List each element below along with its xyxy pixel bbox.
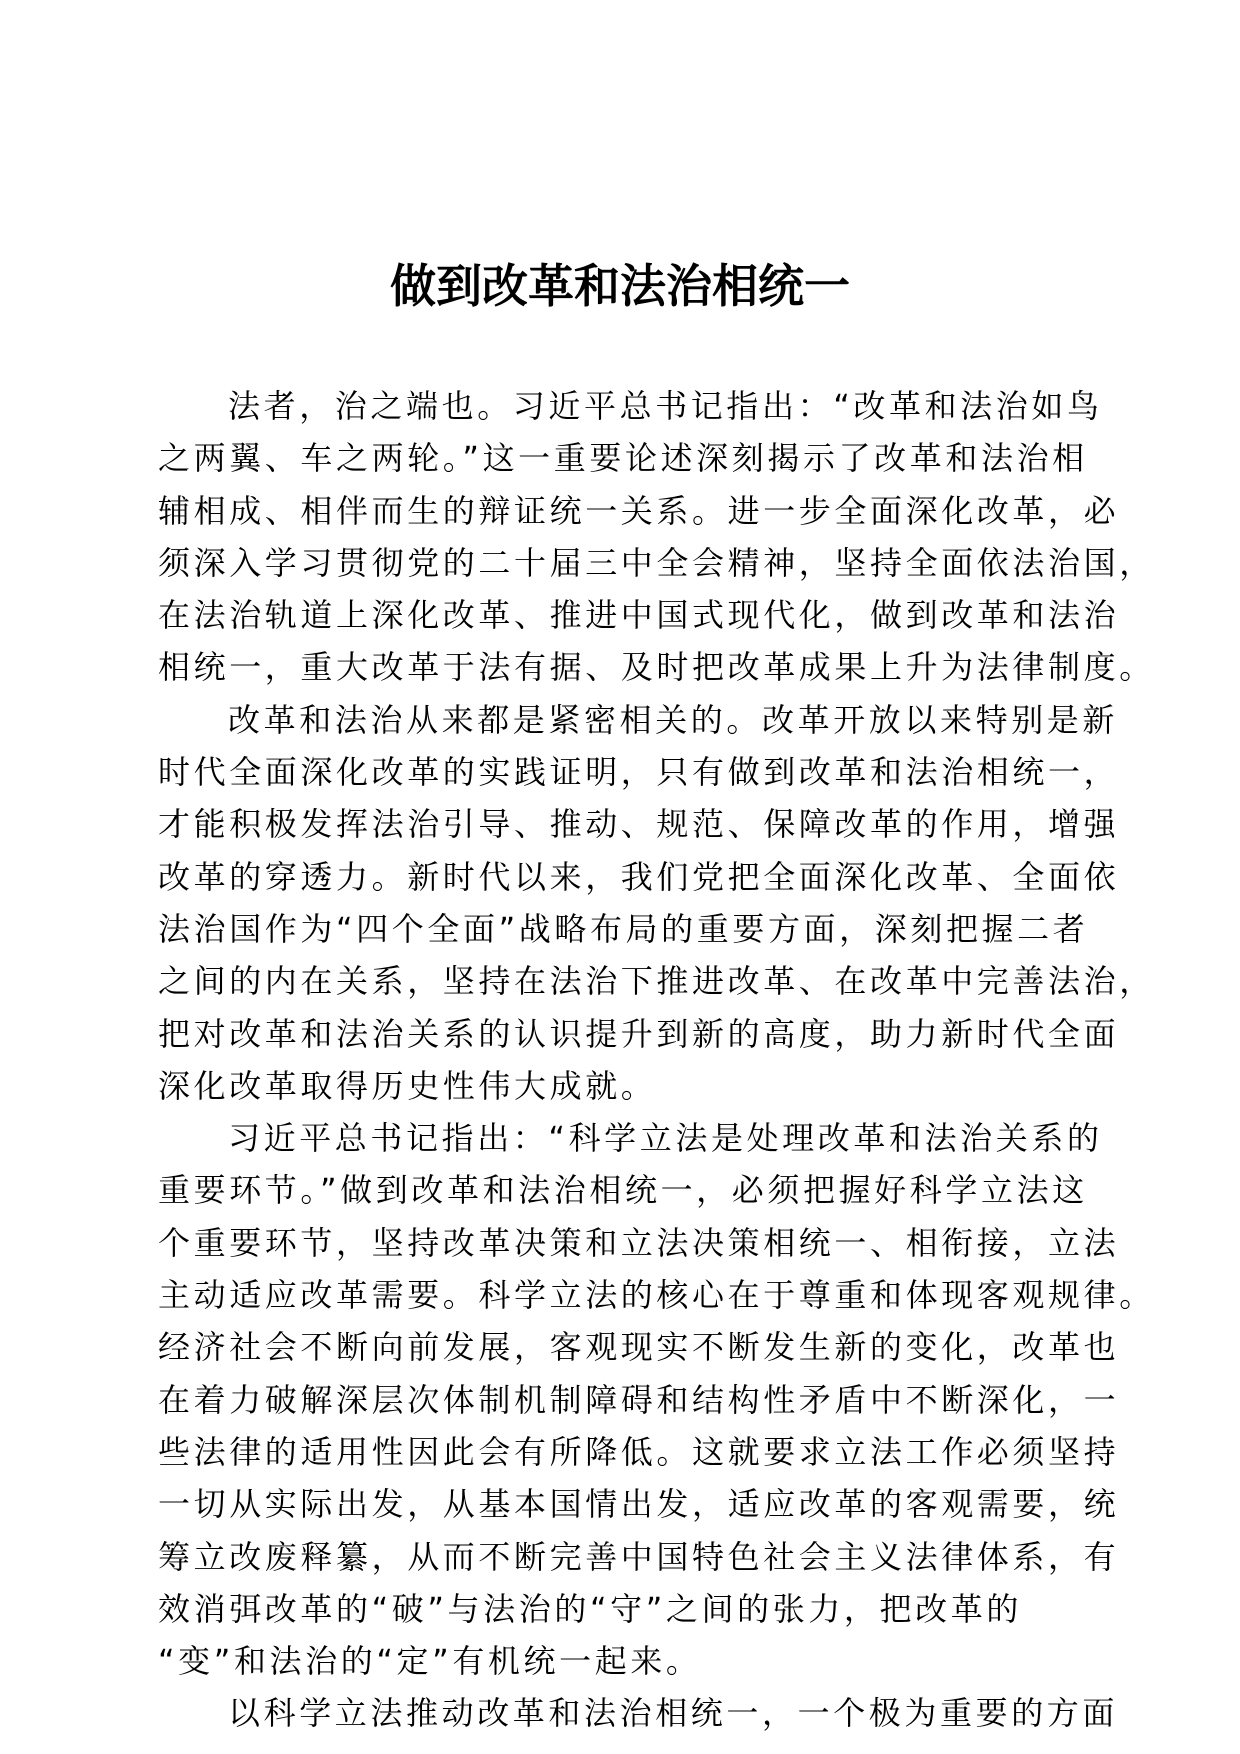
- text-line: 才能积极发挥法治引导、推动、规范、保障改革的作用，增强: [158, 805, 1120, 844]
- text-line: 效消弭改革的“破”与法治的“守”之间的张力，把改革的: [158, 1589, 1022, 1628]
- text-line: 之间的内在关系，坚持在法治下推进改革、在改革中完善法治，: [158, 962, 1155, 1001]
- text-line: 经济社会不断向前发展，客观现实不断发生新的变化，改革也: [158, 1328, 1120, 1367]
- text-line: 改革的穿透力。新时代以来，我们党把全面深化改革、全面依: [158, 857, 1120, 896]
- text-line: 相统一，重大改革于法有据、及时把改革成果上升为法律制度。: [158, 648, 1155, 687]
- text-line: 在法治轨道上深化改革、推进中国式现代化，做到改革和法治: [158, 596, 1120, 635]
- text-line: 筹立改废释纂，从而不断完善中国特色社会主义法律体系，有: [158, 1537, 1120, 1576]
- text-line: 以科学立法推动改革和法治相统一，一个极为重要的方面: [228, 1694, 1119, 1733]
- text-line: 深化改革取得历史性伟大成就。: [158, 1066, 657, 1105]
- text-line: 习近平总书记指出：“科学立法是处理改革和法治关系的: [228, 1119, 1103, 1158]
- text-line: 须深入学习贯彻党的二十届三中全会精神，坚持全面依法治国，: [158, 543, 1155, 582]
- text-line: 一切从实际出发，从基本国情出发，适应改革的客观需要，统: [158, 1485, 1120, 1524]
- text-line: 之两翼、车之两轮。”这一重要论述深刻揭示了改革和法治相: [158, 439, 1088, 478]
- text-line: 主动适应改革需要。科学立法的核心在于尊重和体现客观规律。: [158, 1276, 1155, 1315]
- text-line: 个重要环节，坚持改革决策和立法决策相统一、相衔接，立法: [158, 1223, 1120, 1262]
- text-line: 把对改革和法治关系的认识提升到新的高度，助力新时代全面: [158, 1014, 1120, 1053]
- document-title: 做到改革和法治相统一: [390, 259, 850, 313]
- text-line: 改革和法治从来都是紧密相关的。改革开放以来特别是新: [228, 700, 1119, 739]
- text-line: 重要环节。”做到改革和法治相统一，必须把握好科学立法这: [158, 1171, 1088, 1210]
- text-line: “变”和法治的“定”有机统一起来。: [158, 1642, 702, 1681]
- text-line: 辅相成、相伴而生的辩证统一关系。进一步全面深化改革，必: [158, 491, 1120, 530]
- text-line: 法者，治之端也。习近平总书记指出：“改革和法治如鸟: [228, 387, 1103, 425]
- text-line: 些法律的适用性因此会有所降低。这就要求立法工作必须坚持: [158, 1432, 1120, 1471]
- text-line: 时代全面深化改革的实践证明，只有做到改革和法治相统一，: [158, 753, 1120, 792]
- text-line: 法治国作为“四个全面”战略布局的重要方面，深刻把握二者: [158, 909, 1089, 948]
- text-line: 在着力破解深层次体制机制障碍和结构性矛盾中不断深化，一: [158, 1380, 1120, 1419]
- article-body: [158, 380, 1155, 1740]
